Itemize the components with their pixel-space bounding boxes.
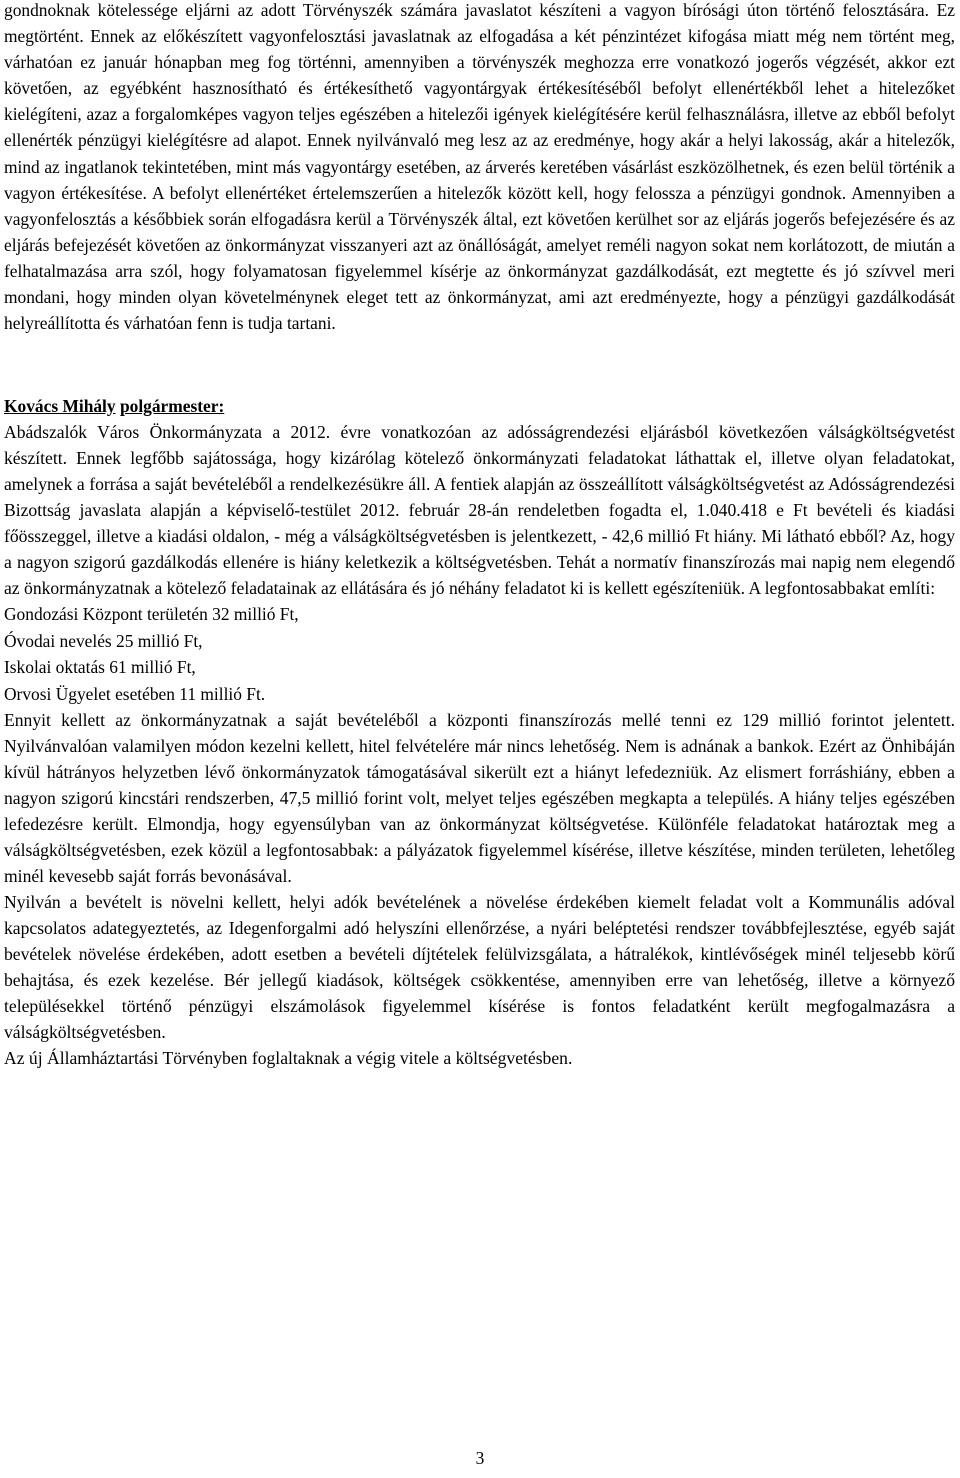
list-item: Gondozási Központ területén 32 millió Ft, (4, 604, 299, 625)
speech-paragraph: Nyilván a bevételt is növelni kellett, helyi adók bevételének a növelése érdekében kiemelt feladat volt a Kommunális adóval kapcsolatos adategyeztetés, az Idegenforgalmi adó helyszíni ellenőrzése, a nyári beléptetési rendszer továbbfejlesztése, egyéb saját bevételek növelése érdekében, adott esetben a bevételi díjtételek felülvizsgálata, a hátralékok, kintlévőségek minél teljesebb körű behajtása, és ezek kezelése. Bér jellegű kiadások, költségek csökkentése, amennyiben erre van lehetőség, illetve a környező településekkel történő pénzügyi elszámolások figyelemmel kísérése is fontos feladatként került megfogalmazásra a válságköltségvetésben. (4, 892, 955, 1043)
speech-paragraph: Az új Államháztartási Törvényben foglaltaknak a végig vitele a költségvetésben. (4, 1048, 573, 1069)
section-spacer (4, 336, 955, 393)
speaker-name: Kovács Mihály (4, 396, 116, 417)
paragraph (4, 0, 955, 336)
speaker-title: polgármester: (119, 396, 225, 417)
paragraph-sentence: Ennek nyilvánvaló meg lesz az az eredménye, hogy akár a helyi lakosság, akár a hitelezők, mind az ingatlanok tekintetében, mint más vagyontárgy esetében, az árverés keretében vásárlást eszközölhetnek, és ezen belül történik a vagyon értékesítése. A befolyt ellenértéket értelemszerűen a hitelezők között kell, hogy felossza a pénzügyi gondnok. Amennyiben a vagyonfelosztás a későbbiek során elfogadásra kerül a Törvényszék által, ezt követően kerülhet sor az eljárás jogerős befejezésére és az eljárás befejezését követően az önkormányzat visszanyeri azt az önállóságát, amelyet reméli nagyon sokat nem korlátozott, de miután a felhatalmazása arra szól, hogy folyamatosan figyelemmel kísérje az önkormányzat gazdálkodását, ezt megtette és jó szívvel meri mondani, hogy minden olyan követelménynek eleget tett az önkormányzat, ami azt eredményezte, hogy a pénzügyi gazdálkodását helyreállította és várhatóan fenn is tudja tartani. (4, 130, 956, 334)
list-item: Iskolai oktatás 61 millió Ft, (4, 657, 196, 678)
list-item: Óvodai nevelés 25 millió Ft, (4, 630, 203, 651)
speech-paragraph: Ennyit kellett az önkormányzatnak a saját bevételéből a központi finanszírozás mellé tenni ez 129 millió forintot jelentett. Nyilvánvalóan valamilyen módon kezelni kellett, hitel felvételére már nincs lehetőség. Nem is adnának a bankok. Ezért az Önhibáján kívül hátrányos helyzetben lévő önkormányzatok támogatásával sikerült ezt a hiányt lefedezniük. Az elismert forráshiány, ebben a nagyon szigorú kincstári rendszerben, 47,5 millió forint volt, melyet teljes egészében megkapta a település. A hiány teljes egészében lefedezésre került. Elmondja, hogy egyensúlyban van az önkormányzat költségvetése. Különféle feladatokat határoztak meg a válságköltségvetésben, ezek közül a legfontosabbak: a pályázatok figyelemmel kísérése, illetve készítése, minden területen, lehetőleg minél kevesebb saját forrás bevonásával. (4, 710, 955, 887)
amount-list (4, 601, 955, 707)
page-number: 3 (475, 1448, 485, 1468)
list-item: Orvosi Ügyelet esetében 11 millió Ft. (4, 683, 266, 704)
speaker-heading (4, 393, 955, 419)
paragraph-sentence: gondnoknak kötelessége eljárni az adott Törvényszék számára javaslatot készíteni a vagyon bírósági úton történő felosztására. Ez megtörtént. Ennek az előkészített vagyonfelosztási javaslatnak az elfogadása a két pénzintézet kifogása miatt még nem történt meg, várhatóan ez január hónapban meg fog történni, amennyiben a törvényszék meghozza erre vonatkozó jogerős végzését, akkor ezt követően, az egyébként hasznosítható és értékesíthető vagyontárgyak értékesítéséből befolyt ellenértékből lehet a hitelezőket kielégíteni, azaz a forgalomképes vagyon teljes egészében a hitelezői igények kielégítésére kerül felhasználásra, illetve az ebből befolyt ellenérték pénzügyi kielégítésre ad alapot. (4, 0, 955, 151)
speech-paragraph: Abádszalók Város Önkormányzata a 2012. évre vonatkozóan az adósságrendezési eljárásból következően válságköltségvetést készített. Ennek legfőbb sajátossága, hogy kizárólag kötelező önkormányzati feladatokat láthattak el, illetve olyan feladatokat, amelynek a forrása a saját bevételéből a rendelkezésükre áll. A fentiek alapján az összeállított válságköltségvetést az Adósságrendezési Bizottság javaslata alapján a képviselő-testület 2012. február 28-án rendeletben fogadta el, 1.040.418 e Ft bevételi és kiadási főösszeggel, illetve a kiadási oldalon, - még a válságköltségvetésben is jelentkezett, - 42,6 millió Ft hiány. Mi látható ebből? Az, hogy a nagyon szigorú gazdálkodás ellenére is hiány keletkezik a költségvetésben. Tehát a normatív finanszírozás mai napig nem elegendő az önkormányzatnak a kötelező feladatainak az ellátására és jó néhány feladatot ki is kellett egészíteniük. A legfontosabbakat említi: (4, 422, 955, 599)
